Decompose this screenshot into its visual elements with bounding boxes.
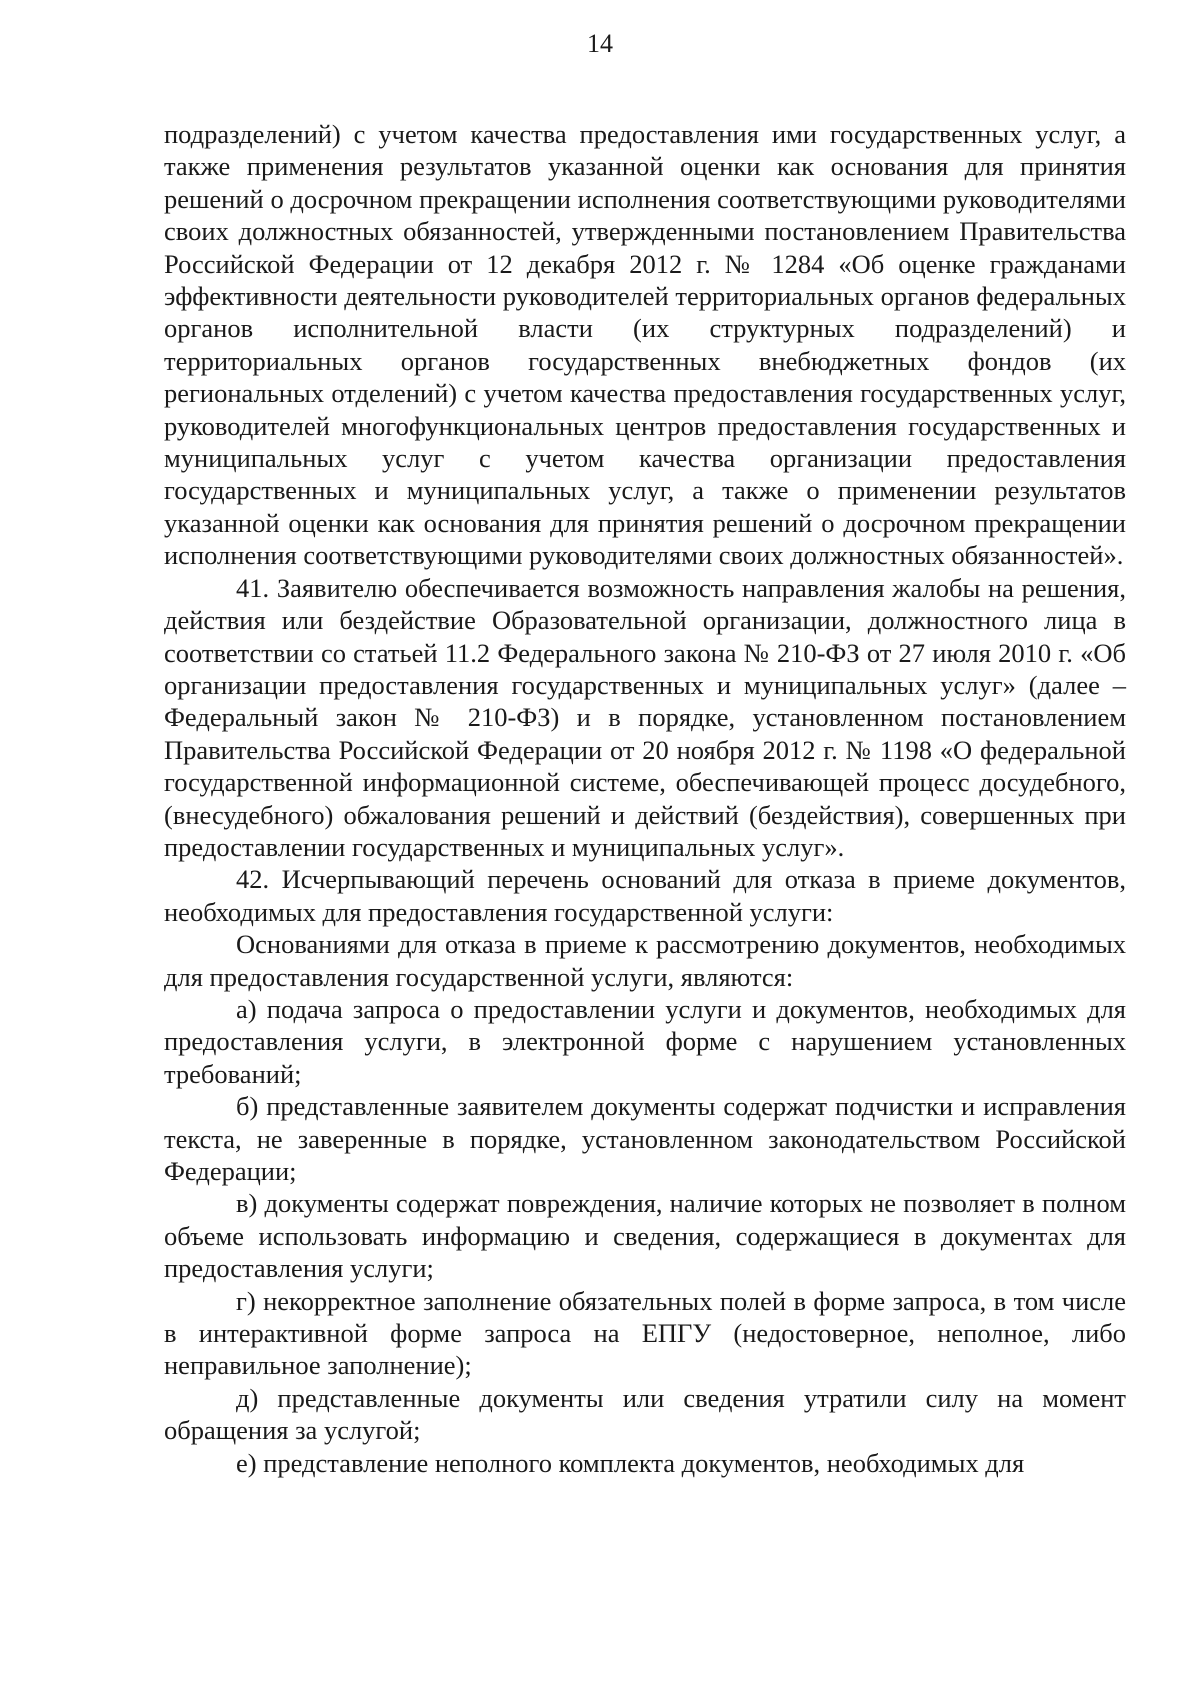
- document-body: [164, 118, 1126, 1479]
- list-item-v: в) документы содержат повреждения, наличие которых не позволяет в полном объеме использовать информацию и сведения, содержащиеся в документах для предоставления услуги;: [164, 1188, 1126, 1284]
- list-item-e: е) представление неполного комплекта документов, необходимых для: [236, 1447, 1025, 1478]
- list-item-a: а) подача запроса о предоставлении услуги и документов, необходимых для предоставления услуги, в электронной форме с нарушением установленных требований;: [164, 993, 1126, 1089]
- page-number: 14: [587, 29, 613, 58]
- paragraph-grounds-intro: Основаниями для отказа в приеме к рассмотрению документов, необходимых для предоставления государственной услуги, являются:: [164, 929, 1126, 992]
- paragraph-42: 42. Исчерпывающий перечень оснований для отказа в приеме документов, необходимых для предоставления государственной услуги:: [164, 864, 1126, 927]
- list-item-b: б) представленные заявителем документы содержат подчистки и исправления текста, не заверенные в порядке, установленном законодательством Российской Федерации;: [164, 1091, 1126, 1186]
- list-item-g: г) некорректное заполнение обязательных полей в форме запроса, в том числе в интерактивной форме запроса на ЕПГУ (недостоверное, неполное, либо неправильное заполнение);: [164, 1285, 1126, 1381]
- paragraph-continuation: подразделений) с учетом качества предоставления ими государственных услуг, а также применения результатов указанной оценки как основания для принятия решений о досрочном прекращении исполнения соответствующими руководителями своих должностных обязанностей, утвержденными постановлением Правительства Российской Федерации от 12 декабря 2012 г. № 1284 «Об оценке гражданами эффективности деятельности руководителей территориальных органов федеральных органов исполнительной власти (их структурных подразделений) и территориальных органов государственных внебюджетных фондов (их региональных отделений) с учетом качества предоставления государственных услуг, руководителей многофункциональных центров предоставления государственных и муниципальных услуг с учетом качества организации предоставления государственных и муниципальных услуг, а также о применении результатов указанной оценки как основания для принятия решений о досрочном прекращении исполнения соответствующими руководителями своих должностных обязанностей».: [164, 119, 1126, 571]
- list-item-d: д) представленные документы или сведения утратили силу на момент обращения за услугой;: [164, 1382, 1126, 1446]
- paragraph-41: 41. Заявителю обеспечивается возможность направления жалобы на решения, действия или бездействие Образовательной организации, должностного лица в соответствии со статьей 11.2 Федерального закона № 210-ФЗ от 27 июля 2010 г. «Об организации предоставления государственных и муниципальных услуг» (далее – Федеральный закон № 210-ФЗ) и в порядке, установленном постановлением Правительства Российской Федерации от 20 ноября 2012 г. № 1198 «О федеральной государственной информационной системе, обеспечивающей процесс досудебного, (внесудебного) обжалования решений и действий (бездействия), совершенных при предоставлении государственных и муниципальных услуг».: [164, 572, 1126, 862]
